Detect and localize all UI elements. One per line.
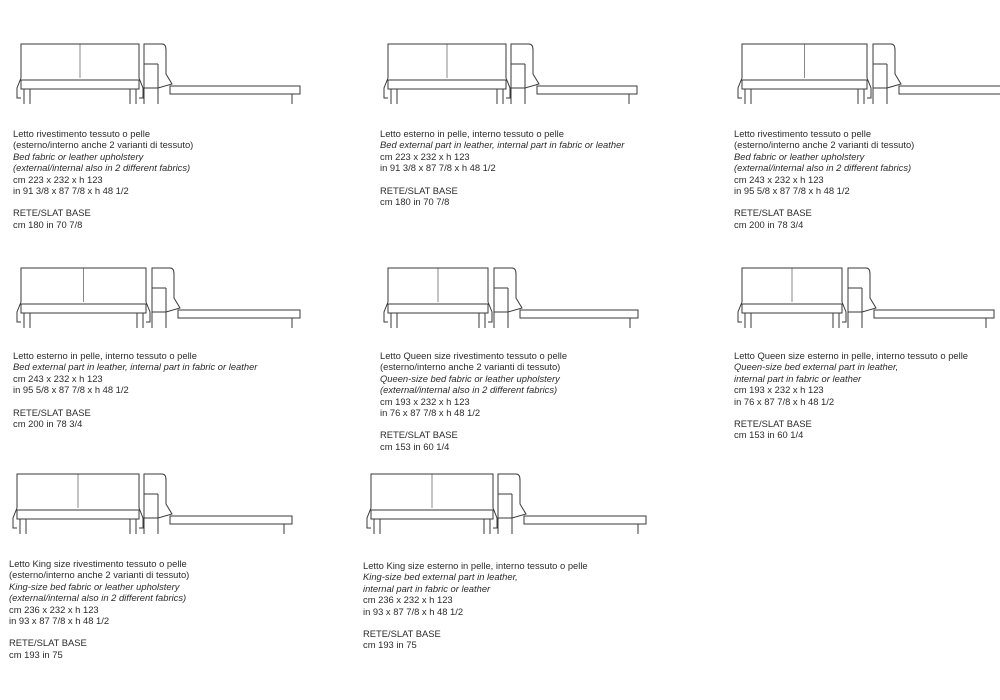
caption-line: (external/internal also in 2 different fabrics) <box>734 162 912 174</box>
front-view <box>738 268 846 328</box>
right-wing <box>493 508 497 528</box>
side-view <box>144 44 300 104</box>
caption-spacer <box>9 626 189 637</box>
caption-line: Letto Queen size esterno in pelle, interno tessuto o pelle <box>734 350 969 361</box>
caption-line: Letto rivestimento tessuto o pelle <box>13 128 151 139</box>
left-wing <box>13 508 17 528</box>
caption-line: Queen-size bed external part in leather, <box>734 361 899 373</box>
base-size: cm 180 in 70 7/8 <box>13 218 83 230</box>
base-label: RETE/SLAT BASE <box>9 637 87 649</box>
mattress-band <box>742 304 842 313</box>
base-label: RETE/SLAT BASE <box>380 429 458 441</box>
bed-variant-8 <box>363 470 693 670</box>
caption-spacer <box>734 407 968 418</box>
side-view <box>848 268 994 328</box>
platform <box>170 86 300 94</box>
right-wing <box>139 508 143 528</box>
bed-drawing <box>13 264 333 336</box>
bed-drawing <box>13 40 333 112</box>
caption-line: Letto King size rivestimento tessuto o pelle <box>9 558 187 569</box>
side-view <box>144 474 292 534</box>
caption-line: Letto Queen size rivestimento tessuto o pelle <box>380 350 568 361</box>
caption-line: Queen-size bed fabric or leather upholstery <box>380 372 560 384</box>
caption-line: (esterno/interno anche 2 varianti di tessuto) <box>9 569 190 581</box>
right-wing <box>139 78 143 98</box>
bed-variant-2 <box>380 40 710 240</box>
caption-line: in 93 x 87 7/8 x h 48 1/2 <box>363 605 464 617</box>
caption-line: King-size bed fabric or leather upholstery <box>9 580 180 592</box>
caption-line: Letto esterno in pelle, interno tessuto o pelle <box>13 350 197 361</box>
platform <box>520 310 638 318</box>
front-view <box>17 44 143 104</box>
right-wing <box>867 78 871 98</box>
mattress-band <box>388 80 506 89</box>
mattress-band <box>742 80 867 89</box>
base-size: cm 193 in 75 <box>363 639 417 651</box>
left-wing <box>17 78 21 98</box>
left-wing <box>384 302 388 322</box>
caption-line: cm 193 x 232 x h 123 <box>380 395 470 407</box>
caption-line: (esterno/interno anche 2 varianti di tessuto) <box>734 139 915 151</box>
left-wing <box>738 78 742 98</box>
bed-drawing <box>734 40 1000 112</box>
front-view <box>367 474 497 534</box>
caption-spacer <box>380 174 624 185</box>
bed-variant-1 <box>13 40 343 240</box>
bed-drawing <box>734 264 1000 336</box>
left-wing <box>738 302 742 322</box>
side-view <box>873 44 1000 104</box>
caption-line: (external/internal also in 2 different fabrics) <box>9 592 187 604</box>
base-label: RETE/SLAT BASE <box>363 628 441 640</box>
left-wing <box>17 302 21 322</box>
right-wing <box>146 302 150 322</box>
caption-line: Bed fabric or leather upholstery <box>734 150 865 162</box>
bed-drawing <box>9 470 329 542</box>
bed-caption <box>13 350 257 429</box>
caption-line: in 95 5/8 x 87 7/8 x h 48 1/2 <box>734 185 850 197</box>
caption-line: internal part in fabric or leather <box>363 582 491 594</box>
caption-line: cm 193 x 232 x h 123 <box>734 384 824 396</box>
caption-line: Letto King size esterno in pelle, interno tessuto o pelle <box>363 560 588 571</box>
base-label: RETE/SLAT BASE <box>13 207 91 219</box>
mattress-band <box>21 304 146 313</box>
right-wing <box>506 78 510 98</box>
caption-line: cm 236 x 232 x h 123 <box>363 594 453 606</box>
front-view <box>17 268 150 328</box>
caption-line: in 95 5/8 x 87 7/8 x h 48 1/2 <box>13 384 129 396</box>
caption-line: Bed fabric or leather upholstery <box>13 150 144 162</box>
bed-variant-4 <box>13 264 343 464</box>
base-label: RETE/SLAT BASE <box>380 184 458 196</box>
caption-line: Letto esterno in pelle, interno tessuto o pelle <box>380 128 564 139</box>
caption-spacer <box>13 396 257 407</box>
bed-variant-6 <box>734 264 996 464</box>
side-view <box>152 268 300 328</box>
front-view <box>738 44 871 104</box>
base-label: RETE/SLAT BASE <box>734 207 812 219</box>
caption-spacer <box>380 418 567 429</box>
bed-caption <box>380 128 624 207</box>
bed-caption <box>9 558 189 660</box>
caption-spacer <box>363 617 588 628</box>
mattress-band <box>21 80 139 89</box>
caption-line: (external/internal also in 2 different fabrics) <box>380 384 558 396</box>
bed-drawing <box>363 470 683 542</box>
platform <box>178 310 300 318</box>
caption-line: (esterno/interno anche 2 varianti di tessuto) <box>380 361 561 373</box>
bed-variant-7 <box>9 470 339 670</box>
front-view <box>384 268 492 328</box>
base-label: RETE/SLAT BASE <box>734 418 812 430</box>
caption-line: in 93 x 87 7/8 x h 48 1/2 <box>9 615 110 627</box>
mattress-band <box>371 510 493 519</box>
caption-spacer <box>13 196 193 207</box>
bed-drawing <box>380 40 700 112</box>
mattress-band <box>388 304 488 313</box>
bed-caption <box>734 350 968 441</box>
bed-variant-5 <box>380 264 710 464</box>
caption-line: in 91 3/8 x 87 7/8 x h 48 1/2 <box>13 185 129 197</box>
bed-caption <box>363 560 588 651</box>
caption-line: cm 236 x 232 x h 123 <box>9 603 99 615</box>
bed-variant-3 <box>734 40 994 240</box>
caption-line: in 76 x 87 7/8 x h 48 1/2 <box>734 395 835 407</box>
mattress-band <box>17 510 139 519</box>
base-size: cm 200 in 78 3/4 <box>734 218 804 230</box>
caption-line: in 91 3/8 x 87 7/8 x h 48 1/2 <box>380 162 496 174</box>
base-size: cm 153 in 60 1/4 <box>734 429 804 441</box>
caption-line: cm 223 x 232 x h 123 <box>13 173 103 185</box>
caption-line: Bed external part in leather, internal part in fabric or leather <box>13 361 258 373</box>
platform <box>170 516 292 524</box>
side-view <box>511 44 637 104</box>
bed-caption <box>13 128 193 230</box>
left-wing <box>384 78 388 98</box>
bed-drawing <box>380 264 700 336</box>
right-wing <box>842 302 846 322</box>
base-size: cm 200 in 78 3/4 <box>13 418 83 430</box>
base-size: cm 193 in 75 <box>9 648 63 660</box>
base-label: RETE/SLAT BASE <box>13 406 91 418</box>
caption-line: internal part in fabric or leather <box>734 372 862 384</box>
side-view <box>494 268 638 328</box>
caption-line: Bed external part in leather, internal part in fabric or leather <box>380 139 625 151</box>
right-wing <box>488 302 492 322</box>
caption-line: cm 243 x 232 x h 123 <box>13 372 103 384</box>
front-view <box>384 44 510 104</box>
caption-line: (esterno/interno anche 2 varianti di tessuto) <box>13 139 194 151</box>
platform <box>899 86 1000 94</box>
caption-line: Letto rivestimento tessuto o pelle <box>734 128 872 139</box>
bed-caption <box>380 350 567 452</box>
caption-line: (external/internal also in 2 different fabrics) <box>13 162 191 174</box>
base-size: cm 153 in 60 1/4 <box>380 440 450 452</box>
bed-caption <box>734 128 914 230</box>
platform <box>537 86 637 94</box>
base-size: cm 180 in 70 7/8 <box>380 196 450 208</box>
left-wing <box>367 508 371 528</box>
front-view <box>13 474 143 534</box>
side-view <box>498 474 646 534</box>
platform <box>874 310 994 318</box>
caption-line: in 76 x 87 7/8 x h 48 1/2 <box>380 407 481 419</box>
caption-line: cm 243 x 232 x h 123 <box>734 173 824 185</box>
caption-line: King-size bed external part in leather, <box>363 571 518 583</box>
caption-spacer <box>734 196 914 207</box>
platform <box>524 516 646 524</box>
caption-line: cm 223 x 232 x h 123 <box>380 150 470 162</box>
